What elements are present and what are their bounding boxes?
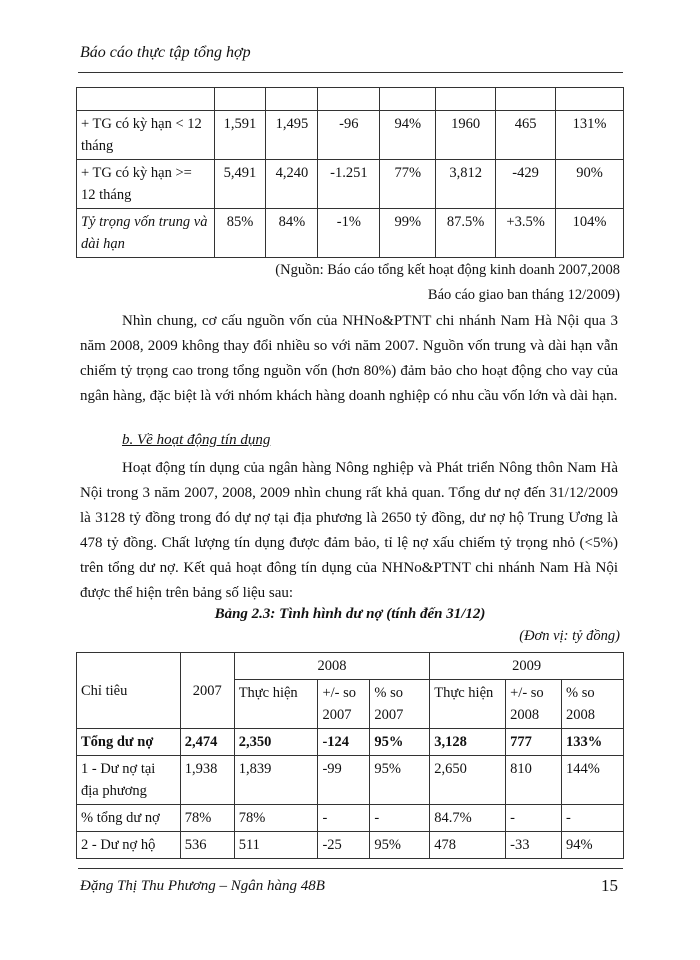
table-row: 2 - Dư nợ hộ 536 511 -25 95% 478 -33 94%: [77, 832, 624, 859]
table-row: Tổng dư nợ 2,474 2,350 -124 95% 3,128 777 133%: [77, 729, 624, 756]
source-line-1: (Nguồn: Báo cáo tổng kết hoạt động kinh doanh 2007,2008: [275, 262, 620, 278]
table-header-row: Thực hiện +/- so 2007 % so 2007 Thực hiện +/- so 2008 % so 2008: [77, 680, 624, 729]
page-footer: Đặng Thị Thu Phương – Ngân hàng 48B: [80, 878, 325, 894]
unit-label: (Đơn vị: tỷ đồng): [519, 628, 620, 644]
loan-table: [76, 652, 624, 859]
table-row: 1 - Dư nợ tại địa phương 1,938 1,839 -99 95% 2,650 810 144%: [77, 756, 624, 805]
footer-rule: [78, 868, 623, 869]
funding-table: [76, 87, 624, 258]
table-row: + TG có kỳ hạn < 12 tháng 1,591 1,495 -96 94% 1960 465 131%: [77, 111, 624, 160]
page-number: 15: [601, 876, 618, 895]
table-header-row: Chỉ tiêu 2007 2008 2009: [77, 653, 624, 680]
paragraph-funding-structure: Nhìn chung, cơ cấu nguồn vốn của NHNo&PTNT chi nhánh Nam Hà Nội qua 3 năm 2008, 2009 không thay đổi nhiều so với năm 2007. Nguồn vốn trung và dài hạn vẫn chiếm tỷ trọng cao trong tổng nguồn vốn (hơn 80%) đảm bảo cho hoạt động cho vay của ngân hàng, đặc biệt là với nhóm khách hàng doanh nghiệp có nhu cầu vốn lớn và dài hạn.: [80, 313, 618, 404]
source-line-2: Báo cáo giao ban tháng 12/2009): [427, 287, 620, 303]
table-caption: Bảng 2.3: Tình hình dư nợ (tính đến 31/12): [214, 606, 486, 622]
table-row: % tổng dư nợ 78% 78% - - 84.7% - -: [77, 805, 624, 832]
table-row: + TG có kỳ hạn >= 12 tháng 5,491 4,240 -1.251 77% 3,812 -429 90%: [77, 160, 624, 209]
section-heading-credit: b. Về hoạt động tín dụng: [122, 432, 271, 448]
header-rule: [78, 72, 623, 73]
paragraph-credit: Hoạt động tín dụng của ngân hàng Nông nghiệp và Phát triển Nông thôn Nam Hà Nội trong 3 năm 2007, 2008, 2009 nhìn chung rất khả quan. Tổng dư nợ đến 31/12/2009 là 3128 tỷ đồng trong đó dự nợ tại địa phương là 2650 tỷ đồng, dư nợ hộ Trung Ương là 478 tỷ đồng. Chất lượng tín dụng được đảm bảo, tỉ lệ nợ xấu chiếm tỷ trọng nhỏ (<5%) trên tổng dư nợ. Kết quả hoạt đông tín dụng của NHNo&PTNT chi nhánh Nam Hà Nội được thể hiện trên bảng số liệu sau:: [80, 460, 618, 601]
page-header: Báo cáo thực tập tổng hợp: [80, 44, 251, 61]
table-row: Tỷ trọng vốn trung và dài hạn 85% 84% -1% 99% 87.5% +3.5% 104%: [77, 209, 624, 258]
table-row: [77, 88, 624, 111]
